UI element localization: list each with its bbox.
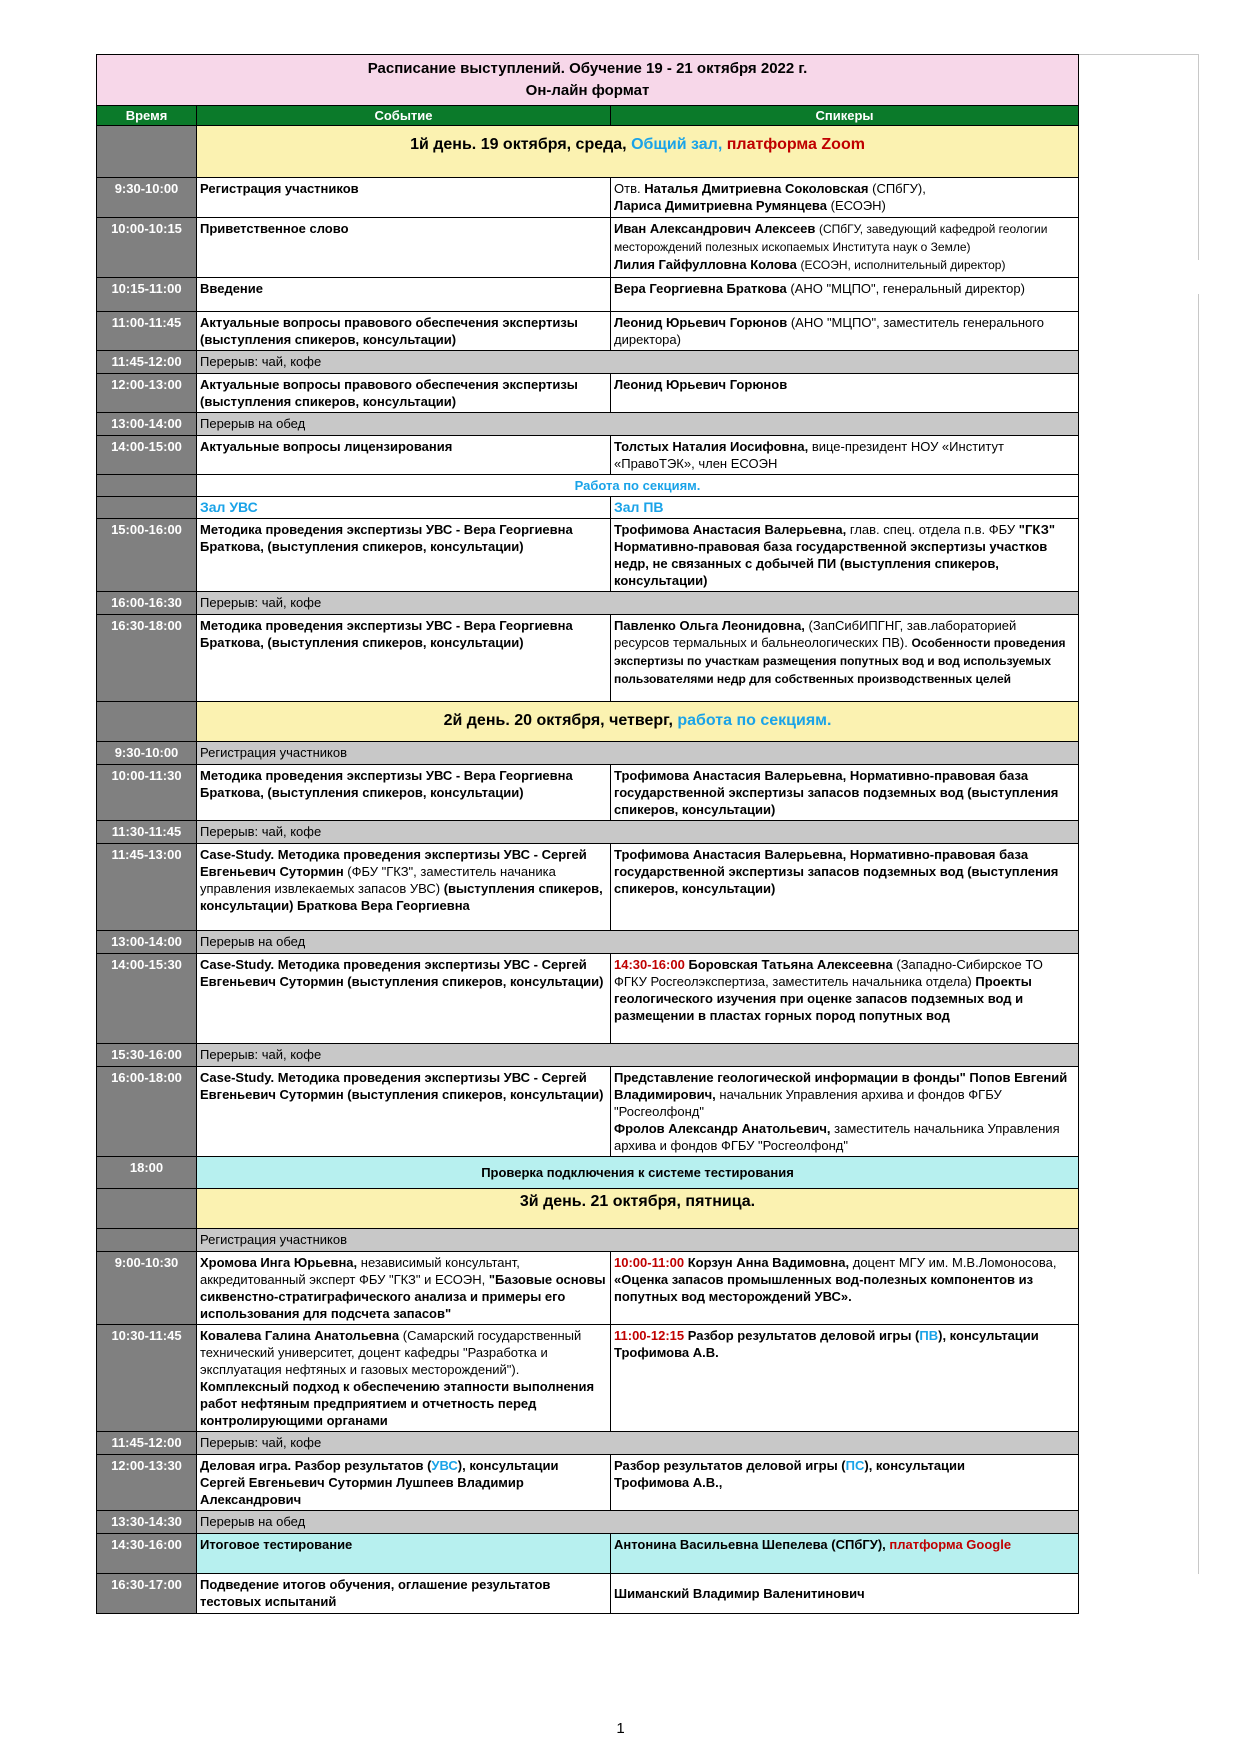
break-row (97, 821, 1079, 844)
event-cell: Методика проведения экспертизы УВС - Вера Георгиевна Браткова, (выступления спикеров, консультации) (197, 615, 611, 702)
event-cell: Приветственное слово (197, 218, 611, 278)
break-row (97, 742, 1079, 765)
table-row (97, 178, 1079, 218)
speakers-cell (611, 1455, 1079, 1511)
day-2-date: 2й день. 20 октября, четверг, (443, 712, 673, 729)
title-line-1: Расписание выступлений. Обучение 19 - 21 октября 2022 г. (367, 60, 808, 77)
speakers-cell (611, 615, 1079, 702)
time-cell: 16:30-18:00 (97, 615, 197, 702)
speaker-org: (СПбГУ, заведующий кафедрой геологии месторождений полезных ископаемых Института наук о Земле) (614, 222, 1048, 254)
section-tag: УВС (431, 1458, 458, 1473)
page-rule-top (1078, 54, 1198, 55)
test-check-row (97, 1157, 1079, 1189)
table-row (97, 844, 1079, 931)
speaker-name: Толстых Наталия Иосифовна, (614, 439, 809, 454)
table-row (97, 374, 1079, 413)
speakers-cell (611, 954, 1079, 1044)
event-cell: Case-Study. Методика проведения экспертизы УВС - Сергей Евгеньевич Сутормин (выступления спикеров, консультации) (197, 954, 611, 1044)
break-row (97, 1229, 1079, 1252)
table-row (97, 218, 1079, 278)
time-cell: 10:00-10:15 (97, 218, 197, 278)
time-cell: 16:00-18:00 (97, 1067, 197, 1157)
day-1-date: 1й день. 19 октября, среда, (410, 136, 627, 153)
table-row (97, 278, 1079, 312)
table-row (97, 519, 1079, 592)
event-title-end: ), консультации Сергей Евгеньевич Сутормин Лушпеев Владимир Александрович (200, 1458, 559, 1507)
talk-title: Комплексный подход к обеспечению этапности выполнения работ нефтяным предприятием и отчетность перед контролирующими органами (200, 1379, 595, 1428)
hall-uvs-label: Зал УВС (197, 497, 611, 519)
day-1-platform: платформа Zoom (726, 136, 865, 153)
time-cell: 15:00-16:00 (97, 519, 197, 592)
break-row (97, 1044, 1079, 1067)
time-cell: 9:00-10:30 (97, 1252, 197, 1325)
event-cell: Актуальные вопросы правового обеспечения экспертизы (выступления спикеров, консультации) (197, 312, 611, 351)
break-row (97, 1432, 1079, 1455)
final-test-row (97, 1534, 1079, 1574)
speaker-name: Трофимова А.В., (614, 1475, 723, 1490)
time-cell: 9:30-10:00 (97, 742, 197, 765)
table-row (97, 312, 1079, 351)
time-cell: 11:45-12:00 (97, 1432, 197, 1455)
break-row (97, 592, 1079, 615)
table-row (97, 1455, 1079, 1511)
speaker-name: Боровская Татьяна Алексеевна (688, 957, 893, 972)
speaker-name: Корзун Анна Вадимовна, (687, 1255, 850, 1270)
speakers-cell (611, 1252, 1079, 1325)
talk-title: Проекты геологического изучения при оценке запасов подземных вод и размещении в пластах горных пород попутных вод (614, 974, 1032, 1023)
header-row (97, 106, 1079, 126)
speaker-name: Антонина Васильевна Шепелева (СПбГУ), (614, 1537, 886, 1552)
talk-title: "Базовые основы сиквенстно-стратиграфического анализа и примеры его использования для подсчета запасов" (200, 1272, 606, 1321)
time-cell: 13:00-14:00 (97, 931, 197, 954)
speaker-org: (ЕСОЭН, исполнительный директор) (800, 258, 1006, 272)
speakers-cell (611, 278, 1079, 312)
time-cell: 12:00-13:30 (97, 1455, 197, 1511)
speaker-name: Наталья Дмитриевна Соколовская (644, 181, 869, 196)
speaker-org: начальник Управления архива и фондов ФГБУ "Росгеолфонд" (614, 1087, 1002, 1119)
event-cell: Методика проведения экспертизы УВС - Вера Георгиевна Браткова, (выступления спикеров, консультации) (197, 765, 611, 821)
halls-row (97, 497, 1079, 519)
speakers-cell: Леонид Юрьевич Горюнов (611, 374, 1079, 413)
speaker-name: Трофимова А.В. (614, 1345, 719, 1360)
table-row (97, 1574, 1079, 1614)
day-1-row (97, 126, 1079, 178)
day-2-title (197, 702, 1079, 742)
event-cell (197, 1252, 611, 1325)
speaker-name: Лариса Димитриевна Румянцева (614, 198, 827, 213)
break-label: Перерыв: чай, кофе (197, 1044, 1079, 1067)
time-cell: 16:30-17:00 (97, 1574, 197, 1614)
time-cell: 11:45-12:00 (97, 351, 197, 374)
event-cell: Введение (197, 278, 611, 312)
speaker-org: (АНО "МЦПО", генеральный директор) (790, 281, 1025, 296)
speaker-prefix: Отв. (614, 181, 641, 196)
speaker-name: Фролов Александр Анатольевич, (614, 1121, 831, 1136)
document-title (97, 55, 1079, 106)
time-cell: 13:30-14:30 (97, 1511, 197, 1534)
time-cell: 14:30-16:00 (97, 1534, 197, 1574)
time-cell: 10:15-11:00 (97, 278, 197, 312)
event-cell: Подведение итогов обучения, оглашение результатов тестовых испытаний (197, 1574, 611, 1614)
break-row (97, 1511, 1079, 1534)
day-1-time-cell (97, 126, 197, 178)
table-row (97, 1325, 1079, 1432)
speakers-cell (611, 1067, 1079, 1157)
talk-title: «Оценка запасов промышленных вод-полезных компонентов из попутных вод месторождений УВС». (614, 1272, 1034, 1304)
sections-row (97, 475, 1079, 497)
speakers-cell (611, 178, 1079, 218)
time-cell: 10:30-11:45 (97, 1325, 197, 1432)
speaker-name: Ковалева Галина Анатольевна (200, 1328, 400, 1343)
event-cell (197, 1455, 611, 1511)
time-cell: 11:45-13:00 (97, 844, 197, 931)
time-cell: 13:00-14:00 (97, 413, 197, 436)
event-cell (197, 1325, 611, 1432)
break-label: Перерыв: чай, кофе (197, 1432, 1079, 1455)
table-row (97, 615, 1079, 702)
event-cell: Регистрация участников (197, 178, 611, 218)
event-note: (выступления спикеров, консультации) Браткова Вера Георгиевна (200, 881, 603, 913)
event-cell: Актуальные вопросы правового обеспечения экспертизы (выступления спикеров, консультации) (197, 374, 611, 413)
table-row (97, 954, 1079, 1044)
time-cell (97, 497, 197, 519)
break-label: Перерыв на обед (197, 1511, 1079, 1534)
speaker-name: Вера Георгиевна Браткова (614, 281, 787, 296)
break-label: Перерыв: чай, кофе (197, 592, 1079, 615)
time-cell: 15:30-16:00 (97, 1044, 197, 1067)
speaker-time: 10:00-11:00 (614, 1255, 685, 1270)
speakers-cell (611, 218, 1079, 278)
day-1-title (197, 126, 1079, 178)
table-row (97, 436, 1079, 475)
speakers-cell (611, 1325, 1079, 1432)
speaker-org: заместитель начальника Управления архива и фондов ФГБУ "Росгеолфонд" (614, 1121, 1060, 1153)
speakers-cell (611, 436, 1079, 475)
speakers-cell (611, 519, 1079, 592)
break-row (97, 931, 1079, 954)
day-1-hall: Общий зал, (631, 136, 723, 153)
speaker-org: (Самарский государственный технический университет, доцент кафедры "Разработка и эксплуатация нефтяных и газовых месторождений"). (200, 1328, 582, 1377)
table-row (97, 765, 1079, 821)
sections-label: Работа по секциям. (197, 475, 1079, 497)
talk-title: Представление геологической информации в фонды" Попов Евгений Владимирович, (614, 1070, 1068, 1102)
page-rule-right (1198, 294, 1199, 1574)
talk-title: "ГКЗ" Нормативно-правовая база государственной экспертизы участков недр, не связанных с добычей ПИ (выступления спикеров, консультации) (614, 522, 1056, 588)
event-cell: Актуальные вопросы лицензирования (197, 436, 611, 475)
col-header-event: Событие (197, 106, 611, 126)
talk-title: Разбор результатов деловой игры ( (687, 1328, 920, 1343)
page-rule-right-top (1198, 54, 1199, 260)
speaker-time: 11:00-12:15 (614, 1328, 685, 1343)
speaker-time: 14:30-16:00 (614, 957, 685, 972)
event-cell (197, 844, 611, 931)
hall-pv-label: Зал ПВ (611, 497, 1079, 519)
title-row (97, 55, 1079, 106)
speaker-org: глав. спец. отдела п.в. ФБУ (849, 522, 1016, 537)
talk-title-end: ), консультации (938, 1328, 1039, 1343)
speaker-org: (СПбГУ), (872, 181, 926, 196)
speakers-cell: Трофимова Анастасия Валерьевна, Нормативно-правовая база государственной экспертизы запасов подземных вод (выступления спикеров, консультации) (611, 844, 1079, 931)
platform-label: платформа Google (889, 1537, 1012, 1552)
time-cell (97, 475, 197, 497)
speaker-org: (ФБУ "ГКЗ", заместитель начаника управления извлекаемых запасов УВС) (200, 864, 556, 896)
speaker-name: Хромова Инга Юрьевна, (200, 1255, 358, 1270)
test-check-label: Проверка подключения к системе тестирования (197, 1157, 1079, 1189)
break-label: Перерыв на обед (197, 931, 1079, 954)
break-label: Перерыв на обед (197, 413, 1079, 436)
talk-title-end: ), консультации (864, 1458, 966, 1473)
event-title: Деловая игра. Разбор результатов ( (200, 1458, 432, 1473)
title-line-2: Он-лайн формат (525, 82, 650, 99)
speaker-org: (ЕСОЭН) (830, 198, 886, 213)
speakers-cell (611, 1534, 1079, 1574)
day-3-title: 3й день. 21 октября, пятница. (197, 1189, 1079, 1229)
speaker-name: Леонид Юрьевич Горюнов (614, 315, 788, 330)
day-2-time-cell (97, 702, 197, 742)
time-cell: 16:00-16:30 (97, 592, 197, 615)
page-number: 1 (616, 1720, 625, 1737)
speaker-name: Лилия Гайфулловна Колова (614, 257, 797, 272)
talk-title: Разбор результатов деловой игры ( (614, 1458, 846, 1473)
time-cell: 9:30-10:00 (97, 178, 197, 218)
speakers-cell: Трофимова Анастасия Валерьевна, Нормативно-правовая база государственной экспертизы запасов подземных вод (выступления спикеров, консультации) (611, 765, 1079, 821)
day-3-row (97, 1189, 1079, 1229)
col-header-time: Время (97, 106, 197, 126)
speaker-name: Иван Александрович Алексеев (614, 221, 816, 236)
time-cell: 11:30-11:45 (97, 821, 197, 844)
day-2-sections: работа по секциям. (677, 712, 832, 729)
time-cell: 12:00-13:00 (97, 374, 197, 413)
speaker-org: (АНО "МЦПО", заместитель генерального директора) (614, 315, 1044, 347)
speakers-cell (611, 312, 1079, 351)
time-cell (97, 1229, 197, 1252)
break-label: Перерыв: чай, кофе (197, 351, 1079, 374)
speaker-org: доцент МГУ им. М.В.Ломоносова, (852, 1255, 1057, 1270)
event-cell: Методика проведения экспертизы УВС - Вера Георгиевна Браткова, (выступления спикеров, консультации) (197, 519, 611, 592)
break-row (97, 413, 1079, 436)
talk-title: Особенности проведения экспертизы по участкам размещения попутных вод и вод используемых пользователями недр для собственных производственных целей (614, 636, 1066, 686)
section-tag: ПС (845, 1458, 865, 1473)
event-title: Case-Study. Методика проведения экспертизы УВС - Сергей Евгеньевич Сутормин (200, 847, 587, 879)
time-cell: 14:00-15:00 (97, 436, 197, 475)
section-tag: ПВ (919, 1328, 939, 1343)
table-row (97, 1067, 1079, 1157)
speakers-cell: Шиманский Владимир Валенитинович (611, 1574, 1079, 1614)
speaker-name: Павленко Ольга Леонидовна, (614, 618, 805, 633)
time-cell: 10:00-11:30 (97, 765, 197, 821)
time-cell: 18:00 (97, 1157, 197, 1189)
event-cell: Итоговое тестирование (197, 1534, 611, 1574)
col-header-speakers: Спикеры (611, 106, 1079, 126)
day-2-row (97, 702, 1079, 742)
registration-label: Регистрация участников (197, 1229, 1079, 1252)
break-label: Перерыв: чай, кофе (197, 821, 1079, 844)
registration-label: Регистрация участников (197, 742, 1079, 765)
event-cell: Case-Study. Методика проведения экспертизы УВС - Сергей Евгеньевич Сутормин (выступления спикеров, консультации) (197, 1067, 611, 1157)
speaker-org: (Западно-Сибирское ТО ФГКУ Росгеолэкспертиза, заместитель начальника отдела) (614, 957, 1043, 989)
speaker-org: (ЗапСибИПГНГ, зав.лабораторией ресурсов термальных и бальнеологических ПВ). (614, 618, 1017, 650)
schedule-table (96, 54, 1079, 1614)
day-3-time-cell (97, 1189, 197, 1229)
break-row (97, 351, 1079, 374)
time-cell: 11:00-11:45 (97, 312, 197, 351)
speaker-org: вице-президент НОУ «Институт «ПравоТЭК», член ЕСОЭН (614, 439, 1004, 471)
time-cell: 14:00-15:30 (97, 954, 197, 1044)
speaker-name: Трофимова Анастасия Валерьевна, (614, 522, 847, 537)
table-row (97, 1252, 1079, 1325)
speaker-org: независимый консультант, аккредитованный эксперт ФБУ "ГКЗ" и ЕСОЭН, (200, 1255, 520, 1287)
